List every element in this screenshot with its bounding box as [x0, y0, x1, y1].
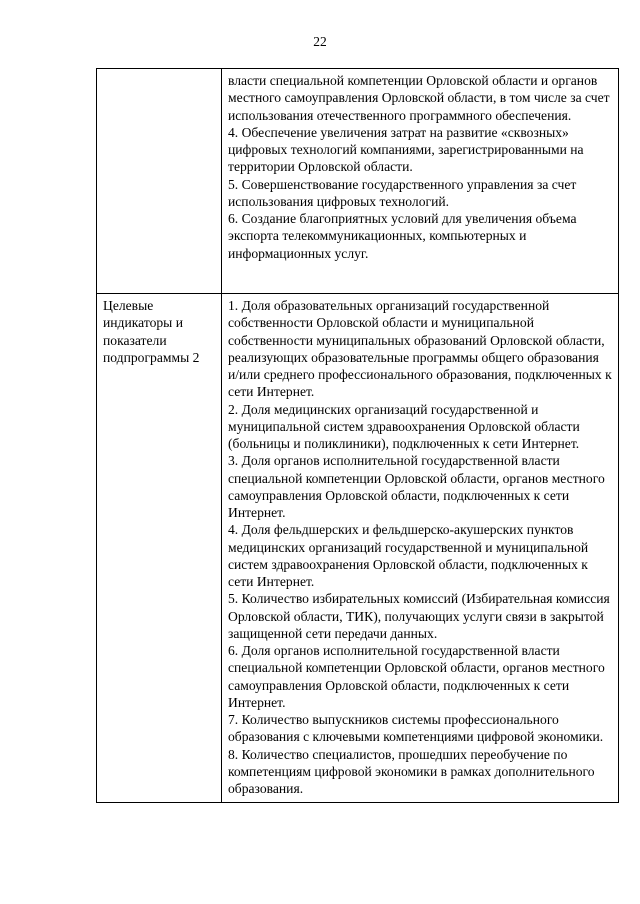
list-item: 8. Количество специалистов, прошедших переобучение по компетенциям цифровой экономики в рамках дополнительного образования. — [228, 746, 595, 796]
list-item: 5. Количество избирательных комиссий (Избирательная комиссия Орловской области, ТИК), получающих услуги связи в закрытой защищенной сети передачи данных. — [228, 591, 610, 641]
row-content-cell — [222, 294, 619, 803]
list-item: 7. Количество выпускников системы профессионального образования с ключевыми компетенциями цифровой экономики. — [228, 712, 604, 745]
list-item: 4. Доля фельдшерских и фельдшерско-акушерских пунктов медицинских организаций государственной и муниципальной систем здравоохранения Орловской области, подключенных к сети Интернет. — [228, 522, 589, 589]
list-item: 1. Доля образовательных организаций государственной собственности Орловской области и муниципальной собственности муниципальных образований Орловской области, реализующих образовательные программы общего образования и/или среднего профессионального образования, подключенных к сети Интернет. — [228, 298, 612, 400]
list-item: 2. Доля медицинских организаций государственной и муниципальной систем здравоохранения Орловской области (больницы и поликлиники), подключенных к сети Интернет. — [228, 401, 580, 451]
list-item: 3. Доля органов исполнительной государственной власти специальной компетенции Орловской области, органов местного самоуправления Орловской области, подключенных к сети Интернет. — [228, 453, 605, 520]
list-item: власти специальной компетенции Орловской области и органов местного самоуправления Орловской области, в том числе за счет использования отечественного программного обеспечения. — [228, 73, 610, 123]
table-row — [97, 69, 619, 294]
row-content-cell — [222, 69, 619, 294]
row-label-cell: Целевые индикаторы и показатели подпрограммы 2 — [97, 294, 222, 803]
list-item: 5. Совершенствование государственного управления за счет использования цифровых технологий. — [228, 176, 577, 209]
list-item: 6. Доля органов исполнительной государственной власти специальной компетенции Орловской области, органов местного самоуправления Орловской области, подключенных к сети Интернет. — [228, 643, 605, 710]
page-number: 22 — [313, 34, 327, 49]
document-table — [96, 68, 619, 803]
table-row — [97, 294, 619, 803]
list-item: 4. Обеспечение увеличения затрат на развитие «сквозных» цифровых технологий компаниями, зарегистрированными на территории Орловской области. — [228, 124, 584, 175]
row-label-cell — [97, 69, 222, 294]
list-item: 6. Создание благоприятных условий для увеличения объема экспорта телекоммуникационных, компьютерных и информационных услуг. — [228, 211, 577, 261]
